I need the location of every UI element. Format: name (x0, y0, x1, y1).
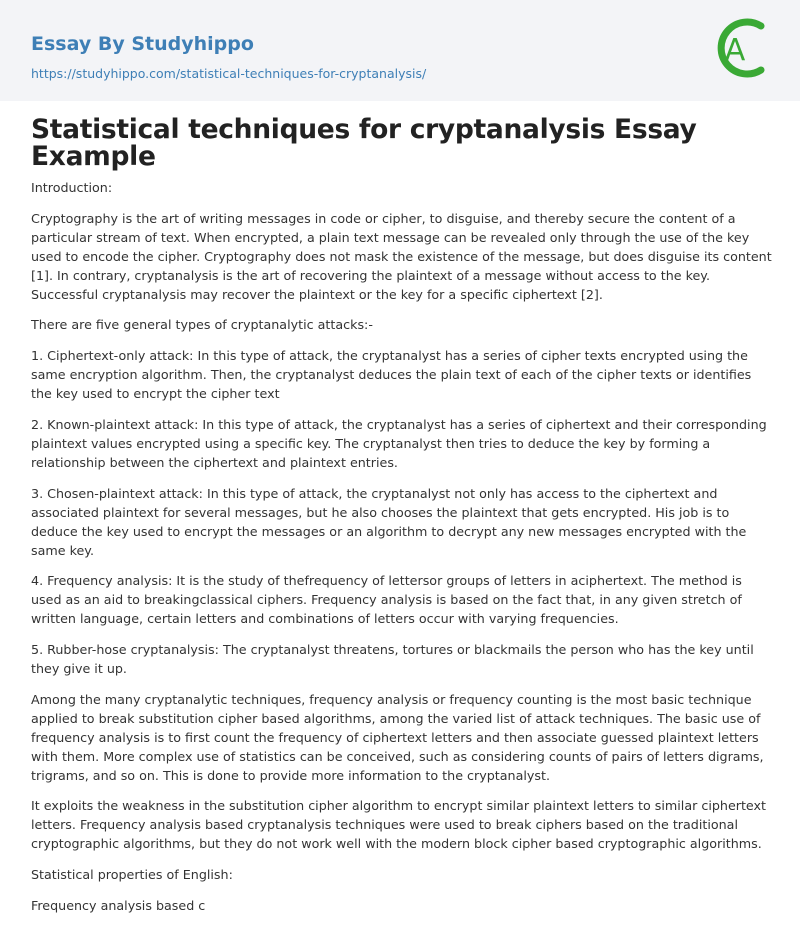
site-brand[interactable]: Essay By Studyhippo (31, 33, 254, 55)
paragraph-chosen-plaintext-attack: 3. Chosen-plaintext attack: In this type of attack, the cryptanalyst not only has access to the ciphertext and associated plaintext for several messages, but he also chooses the plaintext that gets encrypted. His job is to deduce the key used to encrypt the messages or an algorithm to decrypt any new messages encrypted with the same key. (31, 485, 747, 558)
article (31, 116, 776, 928)
paragraph-ciphertext-only-attack: 1. Ciphertext-only attack: In this type of attack, the cryptanalyst has a series of cipher texts encrypted using the same encryption algorithm. Then, the cryptanalyst deduces the plain text of each of the cipher texts or identifies the key used to encrypt the cipher text (31, 348, 752, 402)
site-header (0, 0, 800, 101)
paragraph-cryptography-definition: Cryptography is the art of writing messages in code or cipher, to disguise, and thereby secure the content of a particular stream of text. When encrypted, a plain text message can be revealed only through the use of the key used to encode the cipher. Cryptography does not mask the existence of the message, but does disguise its content [1]. In contrary, cryptanalysis is the art of recovering the plaintext of a message without access to the key. Successful cryptanalysis may recover the plaintext or the key for a specific ciphertext [2]. (31, 210, 772, 302)
logo-letter: A (724, 33, 746, 68)
paragraph-frequency-analysis: 4. Frequency analysis: It is the study of thefrequency of lettersor groups of letters in aciphertext. The method is used as an aid to breakingclassical ciphers. Frequency analysis is based on the fact that, in any given stretch of written language, certain letters and combinations of letters occur with varying frequencies. (31, 573, 742, 627)
paragraph-truncated: Frequency analysis based c (31, 898, 206, 914)
paragraph-substitution-weakness: It exploits the weakness in the substitution cipher algorithm to encrypt similar plaintext letters to similar ciphertext letters. Frequency analysis based cryptanalysis techniques were used to break ciphers based on the traditional cryptographic algorithms, but they do not work well with the modern block cipher based cryptographic algorithms. (31, 798, 767, 852)
paragraph-introduction-label: Introduction: (31, 180, 113, 195)
article-body (31, 179, 776, 916)
paragraph-attack-types-intro: There are five general types of cryptanalytic attacks:- (31, 317, 373, 333)
source-url-link[interactable]: https://studyhippo.com/statistical-techniques-for-cryptanalysis/ (31, 66, 427, 81)
paragraph-known-plaintext-attack: 2. Known-plaintext attack: In this type of attack, the cryptanalyst has a series of ciphertext and their corresponding plaintext values encrypted using a specific key. The cryptanalyst then tries to deduce the key by forming a relationship between the ciphertext and plaintext entries. (31, 417, 767, 470)
studyhippo-logo-icon[interactable] (707, 13, 773, 83)
paragraph-frequency-counting: Among the many cryptanalytic techniques, frequency analysis or frequency counting is the most basic technique applied to break substitution cipher based algorithms, among the varied list of attack techniques. The basic use of frequency analysis is to first count the frequency of ciphertext letters and then associate guessed plaintext letters with them. More complex use of statistics can be conceived, such as considering counts of pairs of letters digrams, trigrams, and so on. This is done to provide more information to the cryptanalyst. (31, 691, 764, 783)
article-title: Statistical techniques for cryptanalysis Essay Example (31, 114, 697, 172)
paragraph-statistical-properties-label: Statistical properties of English: (31, 867, 233, 883)
paragraph-rubber-hose: 5. Rubber-hose cryptanalysis: The cryptanalyst threatens, tortures or blackmails the person who has the key until they give it up. (31, 642, 754, 677)
